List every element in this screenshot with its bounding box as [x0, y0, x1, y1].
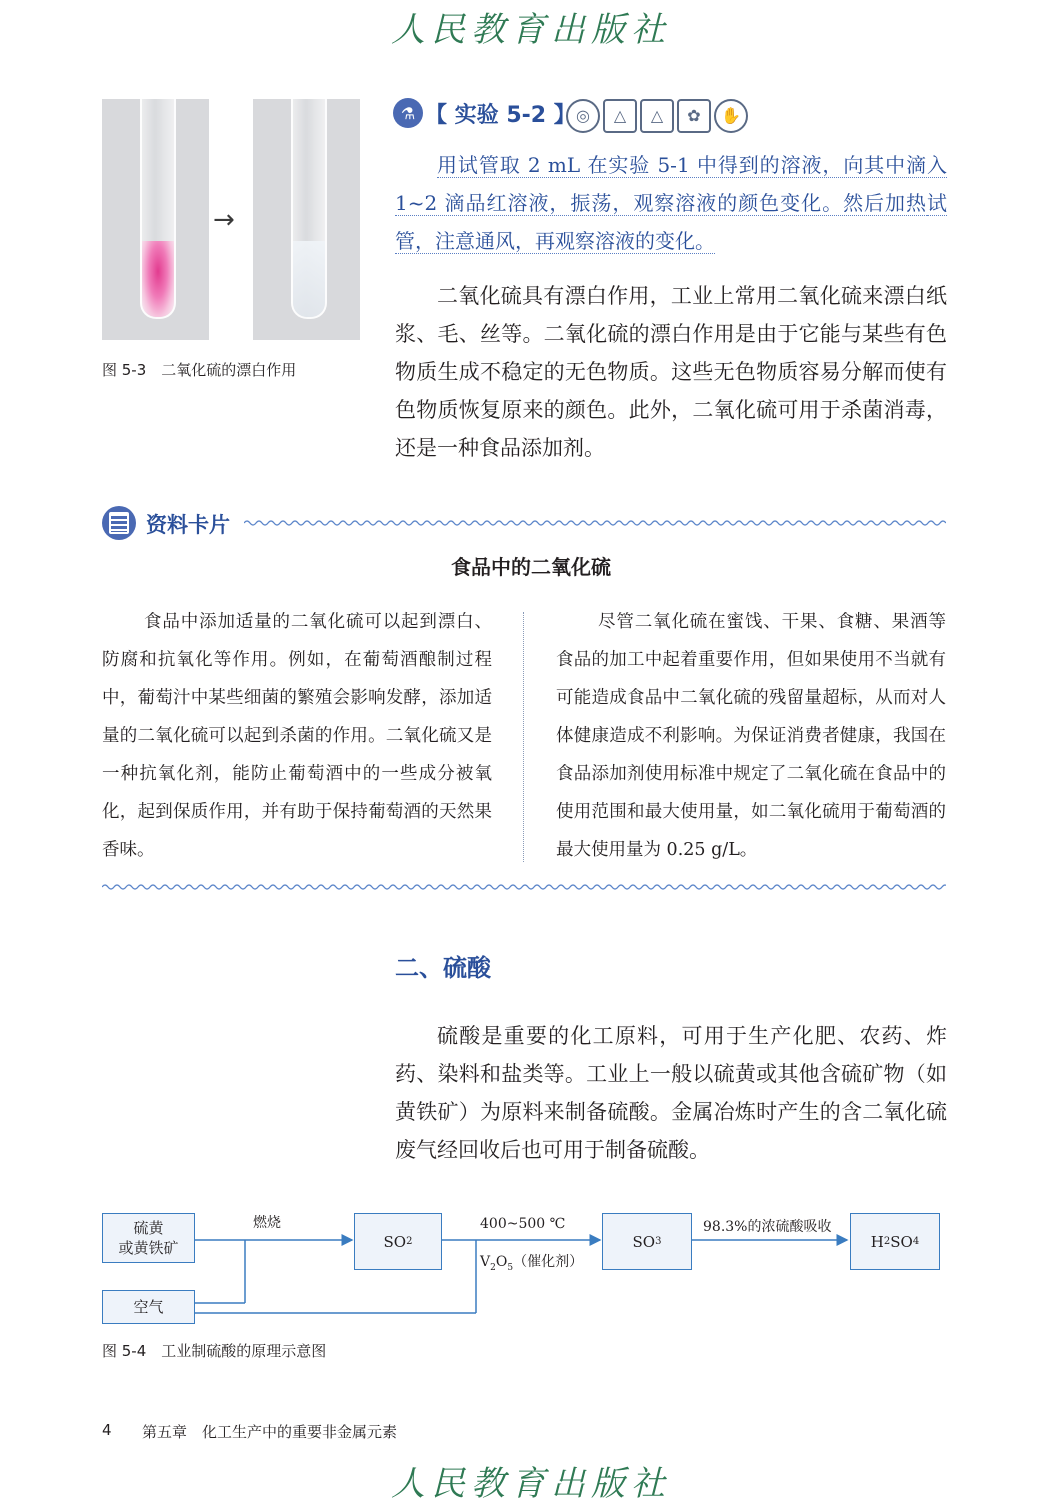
- wash-hands-icon: ✋: [714, 99, 748, 133]
- chapter-title: 第五章 化工生产中的重要非金属元素: [142, 1423, 398, 1441]
- experiment-title: 【 实验 5-2 】: [425, 103, 576, 128]
- box-raw-material: 硫黄 或黄铁矿: [102, 1213, 195, 1263]
- info-card-right-column: 尽管二氧化硫在蜜饯、干果、食糖、果酒等食品的加工中起着重要作用，但如果使用不当就有可能造成食品中二氧化硫的残留量超标，从而对人体健康造成不利影响。为保证消费者健康，我国在食品添加剂使用标准中规定了二氧化硫在食品中的使用范围和最大使用量，如二氧化硫用于葡萄酒的最大使用量为 0.25 g/L。: [556, 612, 946, 860]
- ventilation-icon: ✿: [677, 99, 711, 133]
- box-h2so4: H 2 SO 4: [850, 1213, 940, 1270]
- info-card-left-column: 食品中添加适量的二氧化硫可以起到漂白、防腐和抗氧化等作用。例如，在葡萄酒酿制过程中，葡萄汁中某些细菌的繁殖会影响发酵，添加适量的二氧化硫可以起到杀菌的作用。二氧化硫又是一种抗氧化剂，能防止葡萄酒中的一些成分被氧化，起到保质作用，并有助于保持葡萄酒的天然果香味。: [102, 612, 492, 860]
- figure-5-3-caption: 图 5-3 二氧化硫的漂白作用: [102, 361, 297, 379]
- page-number: 4: [102, 1421, 112, 1439]
- label-burn: 燃烧: [253, 1215, 281, 1231]
- heating-icon: △: [603, 99, 637, 133]
- section-title: 二、硫酸: [395, 954, 491, 982]
- box-so2: SO 2: [354, 1213, 442, 1270]
- info-card-subtitle: 食品中的二氧化硫: [451, 555, 611, 579]
- hot-icon: △: [640, 99, 674, 133]
- publisher-header: 人民教育出版社: [391, 10, 671, 50]
- publisher-footer: 人民教育出版社: [391, 1464, 671, 1504]
- label-temperature: 400~500 ℃: [480, 1216, 566, 1232]
- label-absorb: 98.3%的浓硫酸吸收: [703, 1219, 832, 1235]
- box-so3: SO 3: [602, 1213, 692, 1270]
- goggles-icon: ◎: [566, 99, 600, 133]
- paragraph-bleaching: 二氧化硫具有漂白作用，工业上常用二氧化硫来漂白纸浆、毛、丝等。二氧化硫的漂白作用是由于它能与某些有色物质生成不稳定的无色物质。这些无色物质容易分解而使有色物质恢复原来的颜色。此外，二氧化硫可用于杀菌消毒，还是一种食品添加剂。: [395, 284, 947, 460]
- box-air: 空气: [102, 1290, 195, 1324]
- figure-5-4-caption: 图 5-4 工业制硫酸的原理示意图: [102, 1342, 327, 1360]
- paragraph-sulfuric-acid: 硫酸是重要的化工原料，可用于生产化肥、农药、炸药、染料和盐类等。工业上一般以硫黄或其他含硫矿物（如黄铁矿）为原料来制备硫酸。金属冶炼时产生的含二氧化硫废气经回收后也可用于制备硫酸。: [395, 1024, 947, 1162]
- label-catalyst: $V_2O_5$（催化剂）: [480, 1254, 584, 1273]
- info-card-label: 资料卡片: [146, 513, 230, 537]
- arrow-icon: →: [213, 205, 235, 235]
- flask-icon: ⚗: [393, 98, 423, 128]
- experiment-text: 用试管取 2 mL 在实验 5-1 中得到的溶液，向其中滴入1~2 滴品红溶液，振荡，观察溶液的颜色变化。然后加热试管，注意通风，再观察溶液的变化。: [395, 153, 947, 253]
